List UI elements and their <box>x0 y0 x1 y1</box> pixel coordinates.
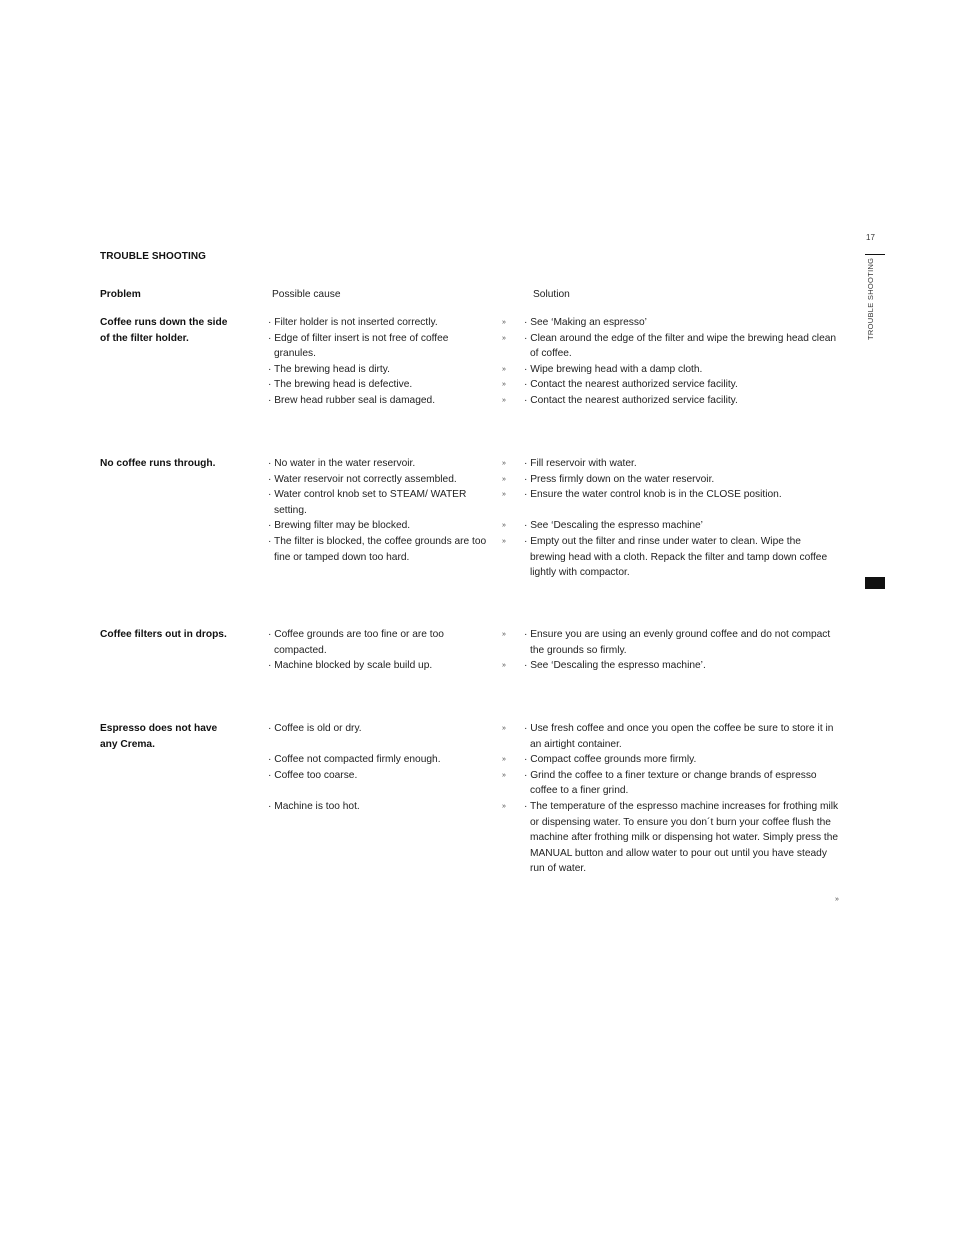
problem-line: any Crema. <box>100 738 155 750</box>
cause-text: · Coffee is old or dry. <box>268 723 362 734</box>
arrow-icon: » <box>502 522 506 530</box>
cause-text: · Coffee not compacted firmly enough. <box>268 754 441 766</box>
side-section-label: TROUBLE SHOOTING <box>866 257 875 340</box>
arrow-icon: » <box>502 725 506 732</box>
arrow-icon: » <box>502 334 506 342</box>
problem-text <box>100 315 260 346</box>
arrow-icon: » <box>502 491 506 499</box>
problem-line: Coffee runs down the side <box>100 317 228 328</box>
cause-text: · Water reservoir not correctly assembled. <box>268 473 457 485</box>
arrow-icon: » <box>502 538 506 545</box>
arrow-icon: » <box>502 771 506 779</box>
arrow-icon: » <box>502 662 506 670</box>
cause-text: · Machine is too hot. <box>268 801 360 812</box>
arrow-icon: » <box>502 756 506 764</box>
solution-text: · Wipe brewing head with a damp cloth. <box>524 363 703 375</box>
arrow-icon: » <box>502 631 506 638</box>
page-title: TROUBLE SHOOTING <box>100 251 207 262</box>
arrow-icon: » <box>502 397 506 404</box>
cause-text: · Coffee too coarse. <box>268 769 358 781</box>
cause-text: · Machine blocked by scale build up. <box>268 660 433 672</box>
solution-text: · Grind the coffee to a finer texture or change brands of espresso coffee to a finer grind. <box>524 769 817 797</box>
cause-text: · The brewing head is dirty. <box>268 363 390 375</box>
arrow-icon: » <box>502 460 506 467</box>
arrow-icon: » <box>502 365 506 373</box>
arrow-icon: » <box>502 319 506 326</box>
solution-text: · See ‘Descaling the espresso machine’. <box>524 660 706 672</box>
solution-text: · Fill reservoir with water. <box>524 458 637 469</box>
column-header-cause: Possible cause <box>272 289 341 300</box>
solution-text: · Compact coffee grounds more firmly. <box>524 754 697 766</box>
solution-text: · Empty out the filter and rinse under water to clean. Wipe the brewing head with a cloth. Repack the filter and tamp down coffee lightly with compactor. <box>524 536 828 579</box>
cause-text: · Water control knob set to STEAM/ WATER setting. <box>268 489 467 516</box>
cause-text: · The brewing head is defective. <box>268 379 413 391</box>
continued-mark: » <box>835 896 839 903</box>
solution-text: · Contact the nearest authorized service facility. <box>524 379 738 391</box>
section-tab-marker <box>865 577 885 589</box>
problem-text <box>100 456 260 472</box>
arrow-icon: » <box>502 803 506 810</box>
cause-text: · Filter holder is not inserted correctly. <box>268 317 438 328</box>
solution-text: · See ‘Making an espresso’ <box>524 317 647 328</box>
solution-text: · See ‘Descaling the espresso machine’ <box>524 520 703 532</box>
problem-text <box>100 627 260 643</box>
page-number: 17 <box>866 233 875 242</box>
cause-text: · No water in the water reservoir. <box>268 458 416 469</box>
solution-text: · Ensure the water control knob is in the CLOSE position. <box>524 489 782 501</box>
solution-text: · Use fresh coffee and once you open the coffee be sure to store it in an airtight container. <box>524 723 834 750</box>
problem-line: of the filter holder. <box>100 332 189 344</box>
solution-text: · Press firmly down on the water reservoir. <box>524 473 715 485</box>
solution-text: · The temperature of the espresso machine increases for frothing milk or dispensing water. To ensure you don´t burn your coffee flush the machine after frothing milk or dispensing hot water. Simply press the MANUAL button and allow water to pour out until you have steady run of water. <box>524 801 839 875</box>
solution-text: · Ensure you are using an evenly ground coffee and do not compact the grounds so firmly. <box>524 629 831 656</box>
arrow-icon: » <box>502 475 506 483</box>
problem-line: Espresso does not have <box>100 723 218 734</box>
solution-text: · Clean around the edge of the filter and wipe the brewing head clean of coffee. <box>524 332 837 360</box>
cause-text: · Brewing filter may be blocked. <box>268 520 411 532</box>
column-header-problem: Problem <box>100 289 141 300</box>
solution-text: · Contact the nearest authorized service facility. <box>524 395 738 406</box>
page-number-rule <box>865 254 885 255</box>
problem-line: Coffee filters out in drops. <box>100 629 227 640</box>
problem-text <box>100 721 260 752</box>
cause-text: · Brew head rubber seal is damaged. <box>268 395 436 406</box>
column-header-solution: Solution <box>533 289 570 300</box>
cause-text: · Coffee grounds are too fine or are too compacted. <box>268 629 444 656</box>
cause-text: · Edge of filter insert is not free of coffee granules. <box>268 332 449 360</box>
arrow-icon: » <box>502 381 506 389</box>
problem-line: No coffee runs through. <box>100 458 216 469</box>
cause-text: · The filter is blocked, the coffee grounds are too fine or tamped down too hard. <box>268 536 487 563</box>
